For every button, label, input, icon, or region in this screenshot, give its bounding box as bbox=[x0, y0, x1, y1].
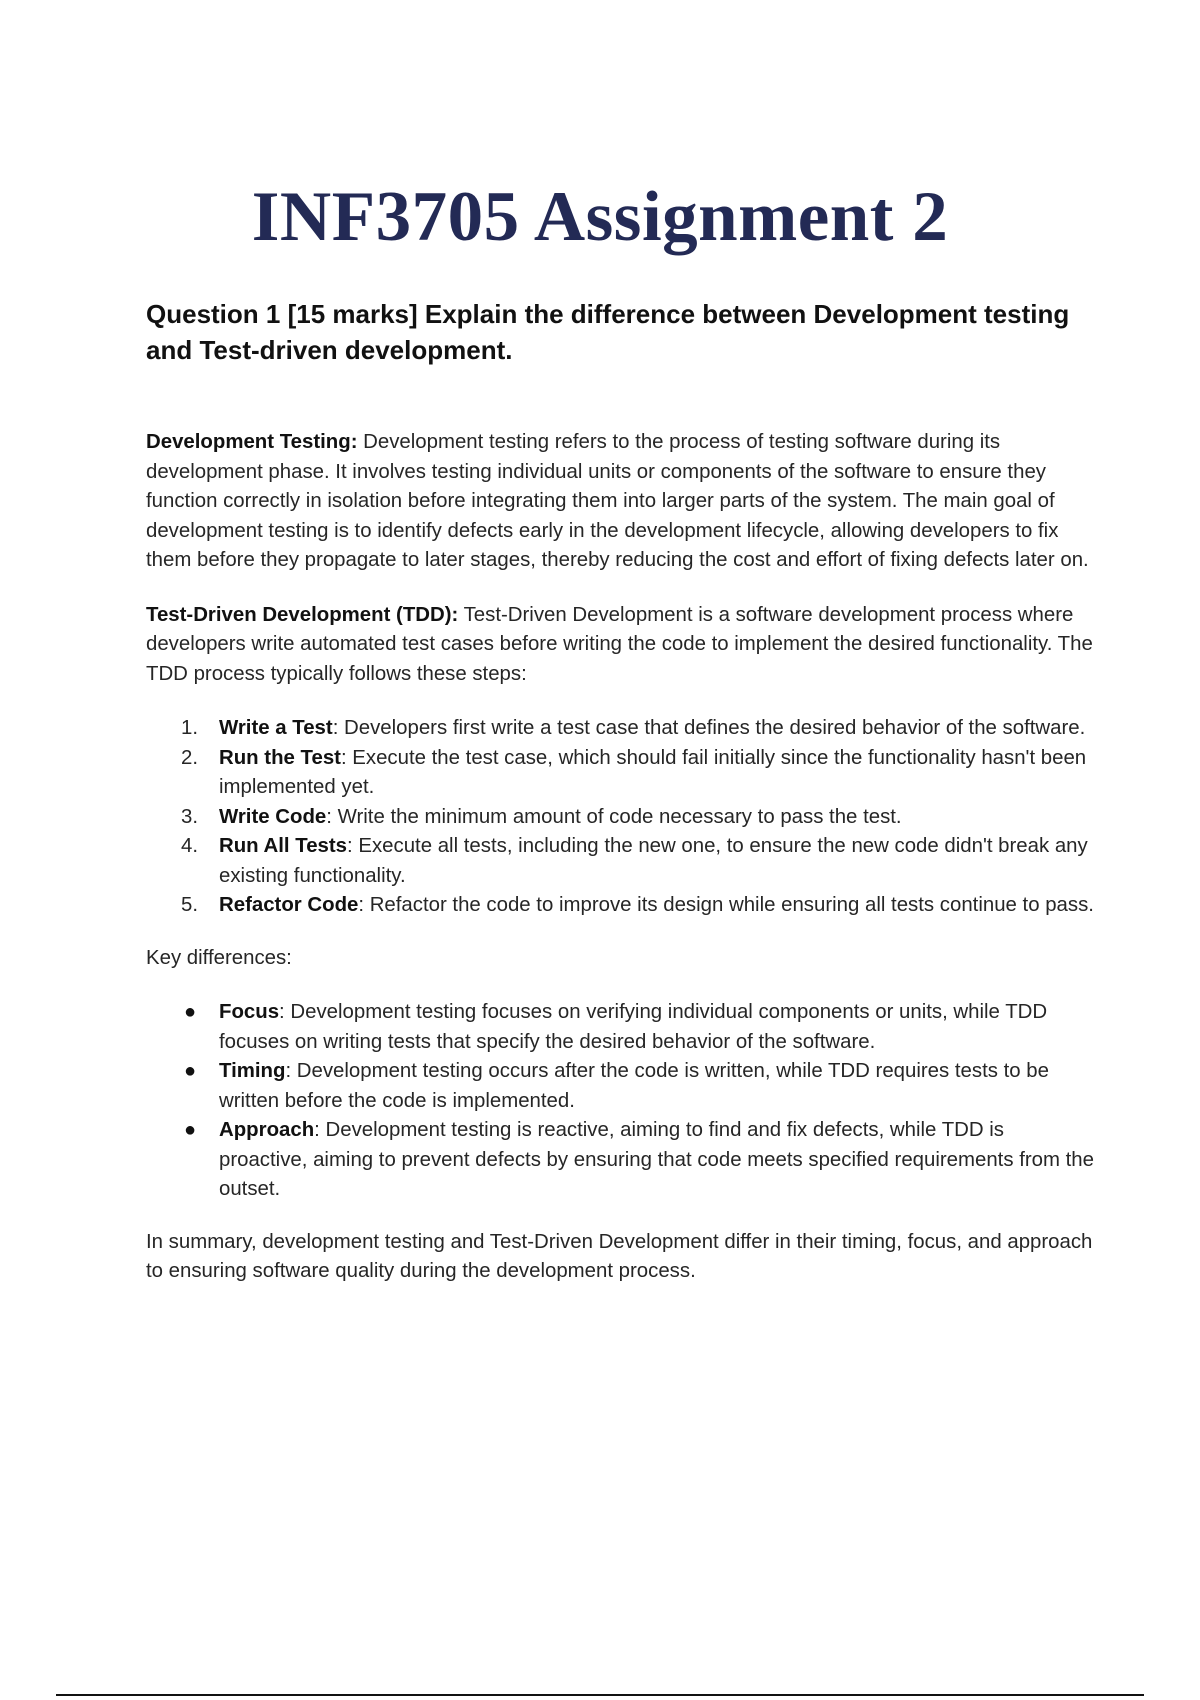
step-term: Write a Test bbox=[219, 717, 333, 739]
step-term: Write Code bbox=[219, 805, 327, 828]
difference-term: Focus bbox=[219, 1001, 280, 1023]
tdd-text: Test-Driven Development is a software development process where developers write automated test cases before writing the code to implement the desired functionality. The TDD process typically follows these steps: bbox=[146, 603, 1093, 685]
list-number: 3. bbox=[181, 805, 199, 828]
key-differences-list bbox=[146, 998, 1096, 1205]
tdd-steps-list bbox=[146, 714, 1096, 921]
difference-term: Timing bbox=[219, 1060, 286, 1082]
step-text: : Developers first write a test case that defines the desired behavior of the software. bbox=[332, 717, 1086, 739]
bullet-icon: ● bbox=[184, 1001, 197, 1023]
tdd-paragraph bbox=[146, 601, 1096, 690]
step-term: Refactor Code bbox=[219, 894, 359, 916]
question-heading: Question 1 [15 marks] Explain the difference between Development testing and Test-driven development. bbox=[146, 299, 1070, 365]
step-text: : Execute the test case, which should fail initially since the functionality hasn't been implemented yet. bbox=[219, 746, 1087, 798]
tdd-term: Test-Driven Development (TDD): bbox=[146, 603, 459, 626]
list-number: 4. bbox=[181, 835, 199, 857]
difference-text: : Development testing focuses on verifying individual components or units, while TDD focuses on writing tests that specify the desired behavior of the software. bbox=[219, 1001, 1048, 1053]
document-title: INF3705 Assignment 2 bbox=[251, 178, 949, 256]
document-body bbox=[146, 428, 1096, 1287]
list-item bbox=[146, 1057, 1096, 1116]
difference-term: Approach bbox=[219, 1119, 315, 1141]
bullet-icon: ● bbox=[184, 1119, 197, 1141]
step-term: Run the Test bbox=[219, 746, 341, 769]
list-number: 5. bbox=[181, 894, 199, 916]
list-item bbox=[146, 891, 1096, 921]
list-item bbox=[146, 1116, 1096, 1205]
list-number: 2. bbox=[181, 746, 199, 769]
development-testing-term: Development Testing: bbox=[146, 431, 358, 453]
development-testing-paragraph bbox=[146, 428, 1096, 576]
list-item bbox=[146, 998, 1096, 1057]
list-item bbox=[146, 803, 1096, 833]
list-item bbox=[146, 744, 1096, 803]
summary-paragraph: In summary, development testing and Test-Driven Development differ in their timing, focus, and approach to ensuring software quality during the development process. bbox=[146, 1230, 1093, 1282]
page-bottom-divider bbox=[56, 1694, 1144, 1696]
difference-text: : Development testing is reactive, aiming to find and fix defects, while TDD is proactive, aiming to prevent defects by ensuring that code meets specified requirements from the outset. bbox=[219, 1119, 1094, 1200]
key-differences-label: Key differences: bbox=[146, 946, 292, 969]
step-text: : Refactor the code to improve its design while ensuring all tests continue to pass. bbox=[358, 894, 1094, 916]
development-testing-text: Development testing refers to the process of testing software during its development phase. It involves testing individual units or components of the software to ensure they function correctly in isolation before integrating them into larger parts of the system. The main goal of development testing is to identify defects early in the development lifecycle, allowing developers to fix them before they propagate to later stages, thereby reducing the cost and effort of fixing defects later on. bbox=[146, 431, 1089, 571]
list-item bbox=[146, 714, 1096, 744]
step-text: : Execute all tests, including the new one, to ensure the new code didn't break any existing functionality. bbox=[219, 835, 1088, 887]
bullet-icon: ● bbox=[184, 1060, 197, 1082]
step-term: Run All Tests bbox=[219, 835, 348, 857]
list-item bbox=[146, 832, 1096, 891]
step-text: : Write the minimum amount of code necessary to pass the test. bbox=[326, 805, 902, 828]
difference-text: : Development testing occurs after the code is written, while TDD requires tests to be written before the code is implemented. bbox=[219, 1060, 1049, 1112]
list-number: 1. bbox=[181, 717, 199, 739]
